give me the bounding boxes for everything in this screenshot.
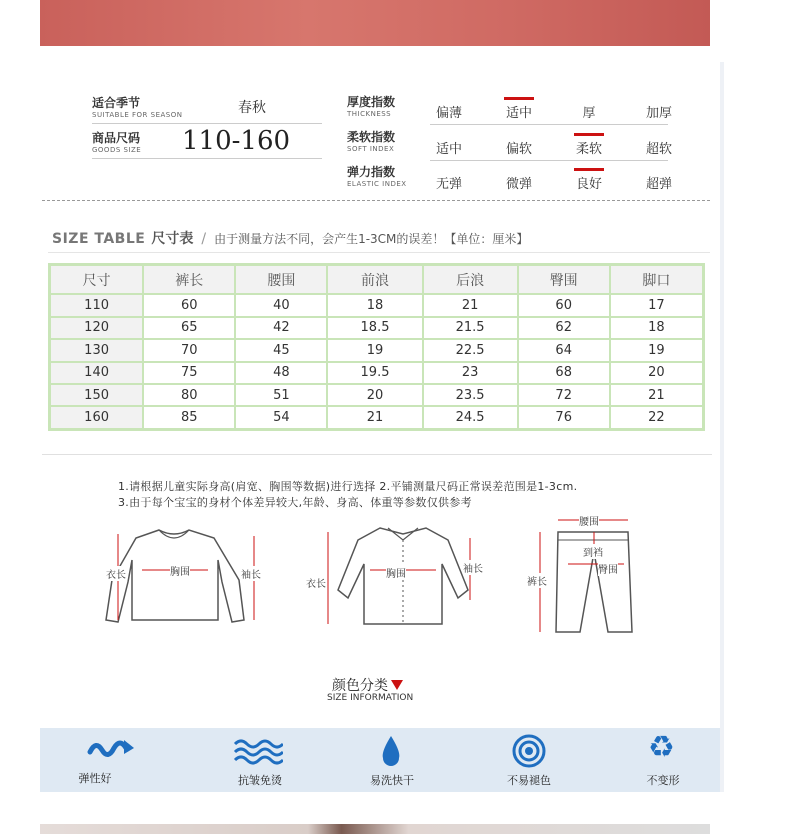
soft-label [347, 128, 395, 153]
table-cell: 62 [518, 317, 610, 339]
size-table-title [52, 228, 528, 248]
pants-crotch-label: 到裆 [583, 544, 603, 559]
table-cell: 60 [143, 294, 235, 316]
divider [92, 158, 322, 159]
elastic-label-en: ELASTIC INDEX [347, 180, 407, 188]
thickness-option: 加厚 [645, 106, 672, 121]
panel-edge [720, 62, 724, 792]
measure-note-1: 1.请根据儿童实际身高(肩宽、胸围等数据)进行选择 2.平铺测量尺码正常误差范围是1-3cm. [118, 480, 578, 493]
selected-marker [574, 133, 604, 136]
table-row [50, 339, 704, 361]
table-cell: 22 [610, 406, 704, 429]
feature-label: 抗皱免烫 [238, 774, 282, 787]
waves-icon [233, 738, 283, 766]
season-label [92, 94, 182, 119]
size-table [48, 263, 705, 431]
soft-options [414, 138, 694, 157]
table-cell: 20 [610, 362, 704, 384]
table-row [50, 317, 704, 339]
elastic-option-label: 良好 [575, 177, 602, 192]
thickness-label [347, 93, 395, 118]
features-bar [40, 728, 720, 792]
selected-marker [504, 97, 534, 100]
color-section-title [332, 675, 403, 695]
size-table-note: 由于测量方法不同，会产生1-3CM的误差！【单位：厘米】 [214, 232, 529, 246]
feature-label: 易洗快干 [370, 774, 414, 787]
table-header-cell: 尺寸 [50, 265, 144, 295]
size-label-cn: 商品尺码 [92, 131, 141, 145]
table-cell: 64 [518, 339, 610, 361]
thickness-label-en: THICKNESS [347, 110, 392, 118]
elastic-option: 微弹 [505, 177, 532, 192]
table-cell: 20 [327, 384, 422, 406]
sweater-chest-label: 胸围 [170, 563, 190, 578]
feature-label: 不变形 [646, 774, 680, 787]
table-cell: 18 [610, 317, 704, 339]
elastic-option: 无弹 [435, 177, 462, 192]
table-cell: 23.5 [423, 384, 518, 406]
table-cell: 21 [610, 384, 704, 406]
title-separator: / [201, 231, 207, 247]
table-cell: 18.5 [327, 317, 422, 339]
table-row [50, 294, 704, 316]
soft-option: 偏软 [505, 142, 532, 157]
table-cell: 42 [235, 317, 327, 339]
product-photo-bottom [40, 824, 710, 834]
soft-option-selected [554, 138, 624, 157]
table-cell: 51 [235, 384, 327, 406]
table-cell: 85 [143, 406, 235, 429]
wave-arrow-icon [86, 736, 138, 760]
sweater-length-label: 衣长 [106, 566, 126, 581]
table-cell: 23 [423, 362, 518, 384]
table-cell: 19 [610, 339, 704, 361]
elastic-options [414, 173, 694, 192]
table-cell: 54 [235, 406, 327, 429]
soft-option-label: 柔软 [575, 142, 602, 157]
pants-hip-label: 臀围 [598, 561, 618, 576]
shirt-length-label: 衣长 [306, 575, 326, 590]
measure-note-2: 3.由于每个宝宝的身材个体差异较大,年龄、身高、体重等参数仅供参考 [118, 496, 472, 509]
elastic-option: 超弹 [645, 177, 672, 192]
water-drop-icon [379, 734, 403, 768]
table-cell: 48 [235, 362, 327, 384]
table-cell: 120 [50, 317, 144, 339]
table-header-cell: 臀围 [518, 265, 610, 295]
table-header-cell: 后浪 [423, 265, 518, 295]
table-row [50, 406, 704, 429]
soft-option: 超软 [645, 142, 672, 157]
pants-length-label: 裤长 [527, 573, 547, 588]
thickness-option: 厚 [582, 106, 596, 121]
dashed-divider [42, 200, 710, 201]
table-cell: 21 [423, 294, 518, 316]
table-header-cell: 前浪 [327, 265, 422, 295]
table-cell: 21.5 [423, 317, 518, 339]
elastic-label [347, 163, 407, 188]
size-label-en: GOODS SIZE [92, 146, 142, 154]
elastic-option-selected [554, 173, 624, 192]
selected-marker [574, 168, 604, 171]
shirt-chest-label: 胸围 [386, 565, 406, 580]
table-header-cell: 腰围 [235, 265, 327, 295]
table-cell: 60 [518, 294, 610, 316]
table-cell: 72 [518, 384, 610, 406]
table-cell: 19.5 [327, 362, 422, 384]
size-table-title-cn: 尺寸表 [151, 231, 194, 247]
table-header-row [50, 265, 704, 295]
table-cell: 110 [50, 294, 144, 316]
thickness-option: 偏薄 [435, 106, 462, 121]
recycle-icon: ♻ [648, 730, 675, 765]
table-cell: 21 [327, 406, 422, 429]
pants-waist-label: 腰围 [579, 513, 599, 528]
feature-label: 弹性好 [78, 772, 112, 785]
thickness-label-cn: 厚度指数 [347, 95, 396, 109]
table-cell: 75 [143, 362, 235, 384]
divider [430, 124, 668, 125]
soft-label-cn: 柔软指数 [347, 130, 396, 144]
table-cell: 17 [610, 294, 704, 316]
soft-label-en: SOFT INDEX [347, 145, 395, 153]
feature-label: 不易褪色 [507, 774, 551, 787]
season-label-en: SUITABLE FOR SEASON [92, 111, 183, 119]
soft-option: 适中 [435, 142, 462, 157]
table-cell: 160 [50, 406, 144, 429]
shirt-sleeve-label: 袖长 [463, 560, 483, 575]
table-row [50, 384, 704, 406]
table-cell: 150 [50, 384, 144, 406]
season-label-cn: 适合季节 [92, 96, 141, 110]
size-table-title-en: SIZE TABLE [52, 231, 146, 247]
table-header-cell: 脚口 [610, 265, 704, 295]
table-cell: 68 [518, 362, 610, 384]
size-label [92, 129, 141, 154]
table-cell: 80 [143, 384, 235, 406]
target-icon [512, 734, 546, 768]
table-cell: 24.5 [423, 406, 518, 429]
table-cell: 45 [235, 339, 327, 361]
table-cell: 22.5 [423, 339, 518, 361]
table-cell: 140 [50, 362, 144, 384]
table-header-cell: 裤长 [143, 265, 235, 295]
table-cell: 18 [327, 294, 422, 316]
thickness-option-label: 适中 [505, 106, 532, 121]
table-cell: 70 [143, 339, 235, 361]
product-photo-top [40, 0, 710, 46]
table-cell: 19 [327, 339, 422, 361]
thickness-options [414, 102, 694, 121]
divider [42, 454, 712, 455]
sweater-sleeve-label: 袖长 [241, 566, 261, 581]
table-cell: 76 [518, 406, 610, 429]
table-cell: 40 [235, 294, 327, 316]
size-value: 110-160 [182, 126, 291, 156]
thickness-option-selected [484, 102, 554, 121]
table-cell: 65 [143, 317, 235, 339]
color-section-subtitle: SIZE INFORMATION [327, 693, 414, 703]
down-triangle-icon [391, 680, 403, 690]
color-section-title-text: 颜色分类 [332, 678, 388, 694]
table-row [50, 362, 704, 384]
divider [430, 160, 668, 161]
divider [48, 252, 710, 253]
season-value: 春秋 [238, 100, 266, 116]
divider [92, 123, 322, 124]
table-cell: 130 [50, 339, 144, 361]
elastic-label-cn: 弹力指数 [347, 165, 396, 179]
